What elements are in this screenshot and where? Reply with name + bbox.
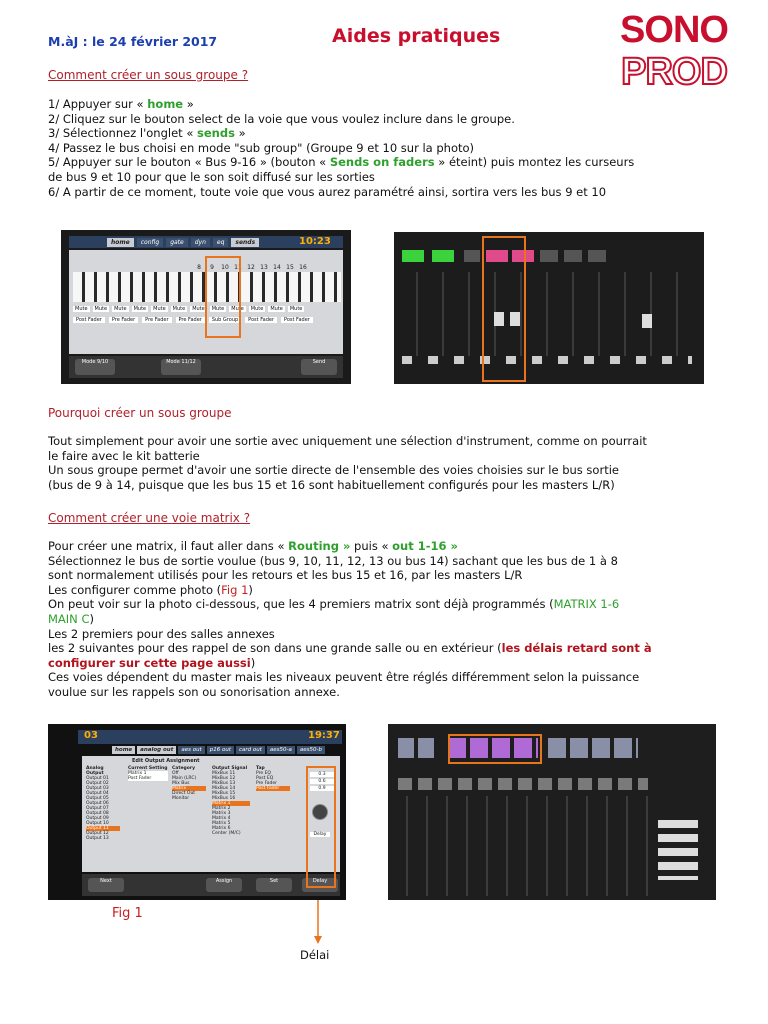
mode-11-12-button: Mode 11/12: [161, 359, 201, 375]
delay-arrow-icon: [312, 900, 324, 946]
screen2-bar-number: 03: [84, 730, 98, 741]
step-3: 3/ Sélectionnez l'onglet « sends »: [48, 126, 246, 141]
svg-text:SONO: SONO: [620, 9, 728, 51]
svg-text:PROD: PROD: [621, 51, 727, 90]
next-button: Next: [88, 878, 124, 892]
why-subgroup-text: Tout simplement pour avoir une sortie avec uniquement une sélection d'instrument, comme on pourrait le faire avec le kit batterie Un sous groupe permet d'avoir une sortie directe de l'ensemble des voies choisies sur le bus sortie (bus de 9 à 14, puisque que les bus 15 et 16 sont habituellement configurés pour les masters L/R): [48, 434, 647, 492]
tap-list: Tap Pre EQ Post EQ Pre Fader Post Fader: [256, 766, 290, 791]
screen1-clock: 10:23: [299, 236, 331, 247]
photo-console-faders: [394, 232, 704, 384]
highlight-delay-column: [306, 766, 336, 888]
step-4: 4/ Passez le bus choisi en mode "sub group" (Groupe 9 et 10 sur la photo): [48, 140, 475, 155]
mode-9-10-button: Mode 9/10: [75, 359, 115, 375]
delay-button: Delay: [302, 878, 338, 892]
subgroup-steps: [48, 97, 748, 199]
output-signal-list: Output Signal MixBus 11 MixBus 12 MixBus 13 MixBus 14 MixBus 15 MixBus 16 Matrix 1 Matrix 2 Matrix 3 Matrix 4 Matrix 5 Matrix 6 Center (M/C): [212, 766, 250, 836]
mute-row: Mute Mute Mute Mute Mute Mute Mute Mute Mute Mute Mute Mute: [75, 306, 303, 312]
delay-caption: Délai: [300, 948, 330, 962]
step-6: 6/ A partir de ce moment, toute voie que vous aurez paramétré ainsi, sortira vers les bus 9 et 10: [48, 184, 607, 199]
photo-console-matrix: [388, 724, 716, 900]
assign-button: Assign: [206, 878, 242, 892]
step-5-continued: de bus 9 et 10 pour que le son soit diffusé sur les sorties: [48, 169, 375, 184]
delay-values: 0.3 0.6 0.9: [310, 772, 334, 793]
screen2-tabs: home analog out aes out p16 out card out aes50-a aes50-b: [112, 746, 325, 754]
set-button: Set: [256, 878, 292, 892]
fader-mode-row: Post Fader Pre Fader Pre Fader Pre Fader Sub Group Post Fader Post Fader: [73, 317, 313, 323]
screen1-tabs: home config gate dyn eq sends: [107, 238, 259, 247]
section-heading-why-subgroup: Pourquoi créer un sous groupe: [48, 406, 232, 420]
analog-output-list: Analog Output Output 01 Output 02 Output 03 Output 04 Output 05 Output 06 Output 07 Output 08 Output 09 Output 10 Output 11 Output 12 Output 13: [86, 766, 120, 841]
matrix-text: Pour créer une matrix, il faut aller dans « Routing » puis « out 1-16 » Sélectionnez le bus de sortie voulue (bus 9, 10, 11, 12, 13 ou bus 14) sachant que les bus de 1 à 8 sont normalement utilisés pour les retours et les bus 15 et 16, par les masters L/R Les configurer comme photo (Fig 1) On peut voir sur la photo ci-dessous, que les 4 premiers matrix sont déjà programmés (MATRIX 1-6 MAIN C) Les 2 premiers pour des salles annexes les 2 suivantes pour des rappel de son dans une grande salle ou en extérieur (les délais retard sont à configurer sur cette page aussi) Ces voies dépendent du master mais les niveaux peuvent être réglés différemment selon la puissance voulue sur les rappels son ou sonorisation annexe.: [48, 539, 652, 699]
highlight-matrix-buttons: [448, 734, 542, 764]
bus-number-row: 8 9 10 11 12 13 14 15 16: [197, 264, 307, 271]
figure-1-caption: Fig 1: [112, 906, 143, 921]
delay-button-label: Delay: [310, 832, 330, 837]
highlight-bus-faders: [482, 236, 526, 382]
step-2: 2/ Cliquez sur le bouton select de la voie que vous voulez inclure dans le groupe.: [48, 111, 515, 126]
step-1: 1/ Appuyer sur « home »: [48, 97, 194, 111]
update-date: M.àJ : le 24 février 2017: [48, 34, 218, 49]
screen2-clock: 19:37: [308, 730, 340, 741]
send-button: Send: [301, 359, 337, 375]
page-title: Aides pratiques: [332, 25, 501, 47]
current-setting: Current Setting Matrix 1 Post Fader: [128, 766, 168, 781]
step-5: 5/ Appuyer sur le bouton « Bus 9-16 » (bouton « Sends on faders » éteint) puis montez les curseurs: [48, 155, 635, 170]
section-heading-matrix: Comment créer une voie matrix ?: [48, 511, 251, 525]
photo-sends-screen: [61, 230, 351, 384]
category-list: Category Off Main (LRC) Mix Bus Matrix Direct Out Monitor: [172, 766, 206, 801]
sonoprod-logo: [606, 8, 742, 90]
photo-output-assignment-screen: 03 19:37 home analog out aes out p16 out card out aes50-a aes50-b Edit Output Assignment Analog Output Output 01 Output 02 Output 03 Output 04 Output 05 Output 06 Output 07 Output 08 Output 09 Output 10 Output 11 Output 12 Output 13 Current Setting Matrix 1 Post Fader Category Off Main (LRC) Mix Bus Matrix Direct Out Monitor Output Signal MixBus 11 MixBus 12 MixBus 13 MixBus 14 MixBus 15 MixBus 16 Matrix 1 Matrix 2 Matrix 3 Matrix 4 Matrix 5 Matrix 6 Center (M/C) Tap Pre EQ Post EQ Pre Fader Post Fader 0.3 0.6 0.9 Delay Next Assign Set Delay: [48, 724, 346, 900]
section-heading-subgroup: Comment créer un sous groupe ?: [48, 68, 249, 82]
highlight-bus-9-10: [205, 256, 241, 338]
